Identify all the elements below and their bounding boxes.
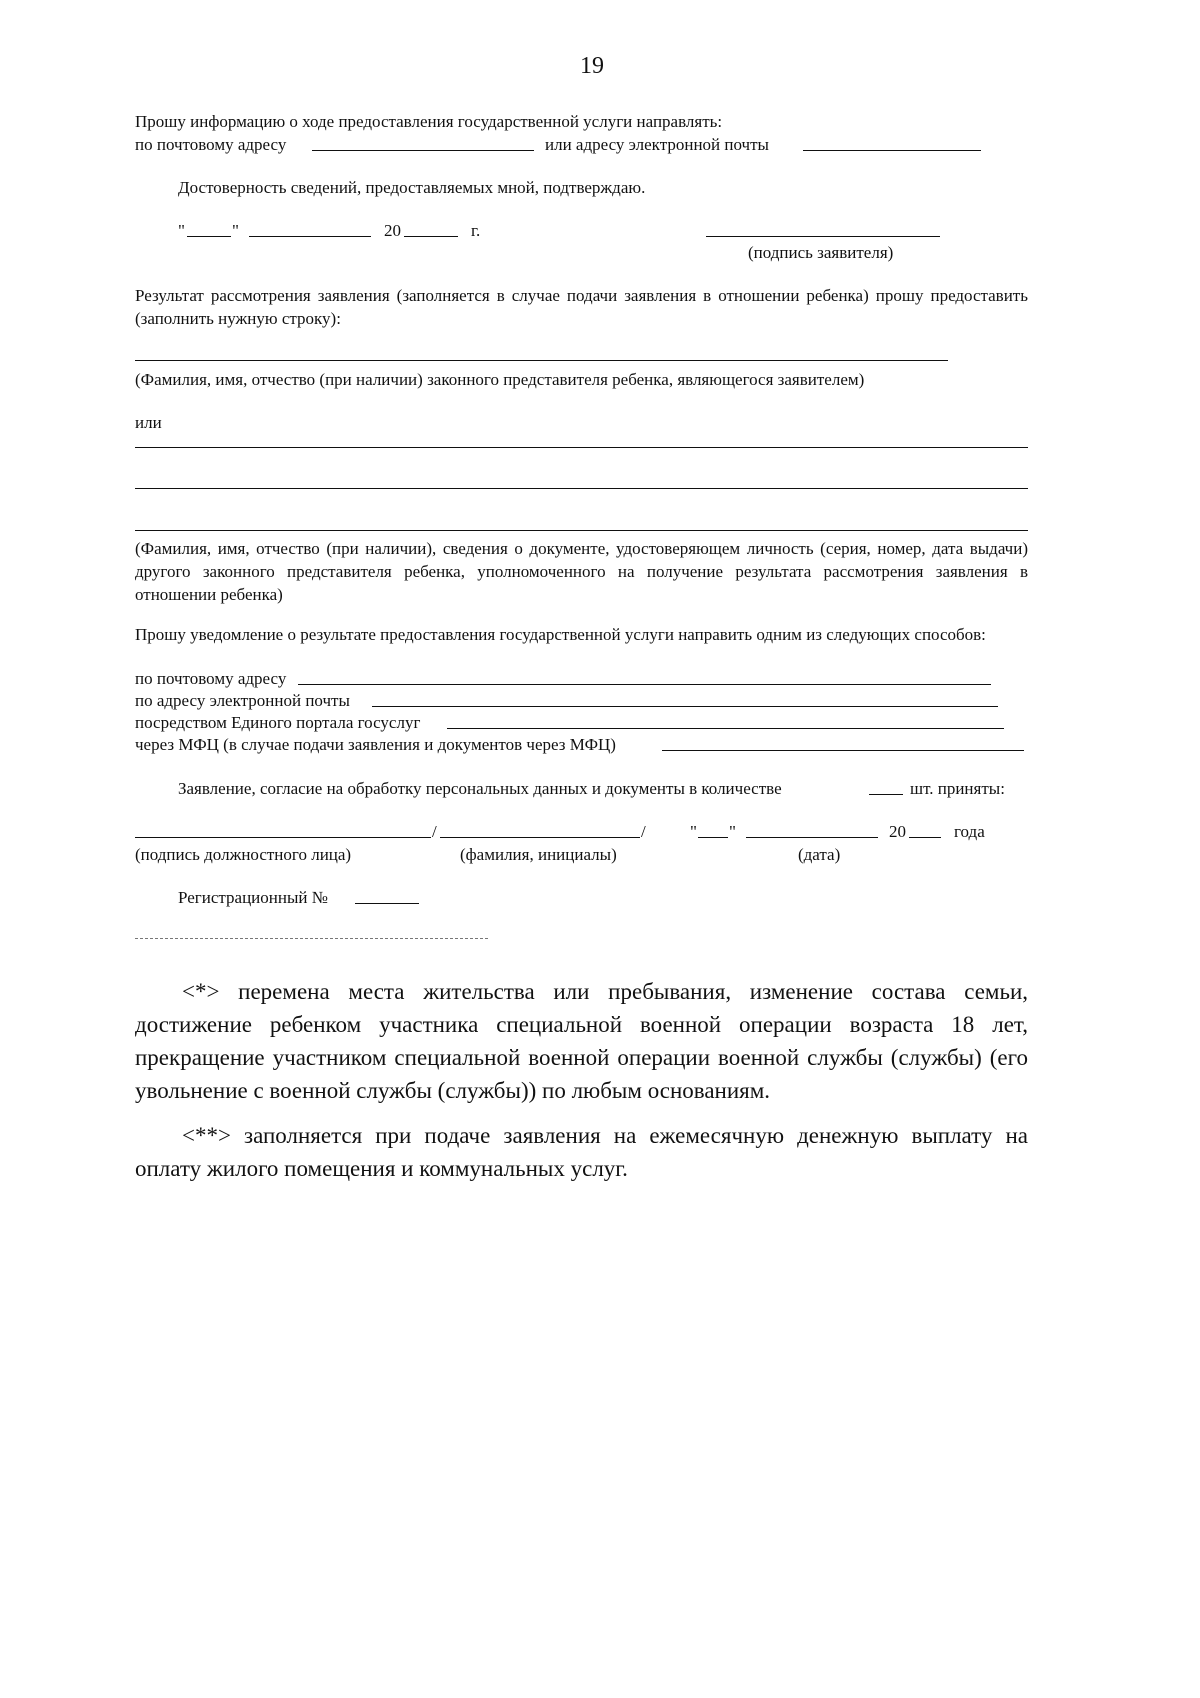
email-label: или адресу электронной почты (545, 135, 769, 154)
representative-caption: (Фамилия, имя, отчество (при наличии) законного представителя ребенка, являющегося заявителем) (135, 370, 865, 389)
page-number: 19 (580, 53, 604, 79)
slash-2: / (641, 822, 646, 841)
accepted-month-field[interactable] (746, 837, 878, 838)
accepted-text-after: шт. приняты: (910, 779, 1005, 798)
other-representative-field-2[interactable] (135, 488, 1028, 489)
confirm-year-prefix: 20 (384, 221, 401, 240)
other-representative-field-3[interactable] (135, 530, 1028, 531)
confirm-day-field[interactable] (187, 236, 231, 237)
confirm-year-suffix: г. (471, 221, 481, 240)
representative-field[interactable] (135, 360, 948, 361)
postal-address-label: по почтовому адресу (135, 135, 287, 154)
registration-number-field[interactable] (355, 903, 419, 904)
notify-option-mfc: через МФЦ (в случае подачи заявления и документов через МФЦ) (135, 735, 616, 754)
notify-postal-field[interactable] (298, 684, 991, 685)
notify-paragraph: Прошу уведомление о результате предоставления государственной услуги направить одним из следующих способов: (135, 625, 986, 644)
accepted-year-field[interactable] (909, 837, 941, 838)
postal-address-field[interactable] (312, 150, 534, 151)
notify-option-portal: посредством Единого портала госуслуг (135, 713, 421, 732)
accepted-day-field[interactable] (698, 837, 728, 838)
result-paragraph: Результат рассмотрения заявления (заполняется в случае подачи заявления в отношении ребенка) прошу предоставить (заполнить нужную строку): (135, 286, 1028, 328)
accepted-quote-close: " (729, 822, 736, 841)
notify-option-postal: по почтовому адресу (135, 669, 287, 688)
official-name-field[interactable] (440, 837, 640, 838)
other-representative-caption: (Фамилия, имя, отчество (при наличии), сведения о документе, удостоверяющем личность (серия, номер, дата выдачи) другого законного представителя ребенка, уполномоченного на получение результата рассмотрения заявления в отношении ребенка) (135, 539, 1028, 604)
confirm-text: Достоверность сведений, предоставляемых мной, подтверждаю. (178, 178, 646, 197)
footnote-1: <*> перемена места жительства или пребывания, изменение состава семьи, достижение ребенком участника специальной военной операции возраста 18 лет, прекращение участником специальной военной операции военной службы (службы) (его увольнение с военной службы (службы)) по любым основаниям. (135, 979, 1028, 1103)
notify-portal-field[interactable] (447, 728, 1004, 729)
footnote-separator (135, 938, 488, 939)
caption-official-signature: (подпись должностного лица) (135, 845, 352, 864)
accepted-quote-open: " (690, 822, 697, 841)
registration-label: Регистрационный № (178, 888, 328, 907)
notify-option-email: по адресу электронной почты (135, 691, 350, 710)
notify-email-field[interactable] (372, 706, 998, 707)
accepted-year-suffix: года (954, 822, 985, 841)
official-signature-field[interactable] (135, 837, 431, 838)
notify-mfc-field[interactable] (662, 750, 1024, 751)
or-text: или (135, 413, 162, 432)
caption-date: (дата) (798, 845, 841, 864)
accepted-text-before: Заявление, согласие на обработку персональных данных и документы в количестве (178, 779, 782, 798)
accepted-year-prefix: 20 (889, 822, 906, 841)
other-representative-field-1[interactable] (135, 447, 1028, 448)
applicant-signature-caption: (подпись заявителя) (748, 243, 894, 262)
info-request-text: Прошу информацию о ходе предоставления государственной услуги направлять: (135, 112, 723, 131)
confirm-month-field[interactable] (249, 236, 371, 237)
email-field[interactable] (803, 150, 981, 151)
confirm-year-field[interactable] (404, 236, 458, 237)
confirm-quote-open: " (178, 221, 185, 240)
footnote-2: <**> заполняется при подаче заявления на ежемесячную денежную выплату на оплату жилого помещения и коммунальных услуг. (135, 1123, 1028, 1181)
documents-count-field[interactable] (869, 794, 903, 795)
slash-1: / (432, 822, 437, 841)
caption-official-name: (фамилия, инициалы) (460, 845, 617, 864)
confirm-quote-close: " (232, 221, 239, 240)
applicant-signature-field[interactable] (706, 236, 940, 237)
